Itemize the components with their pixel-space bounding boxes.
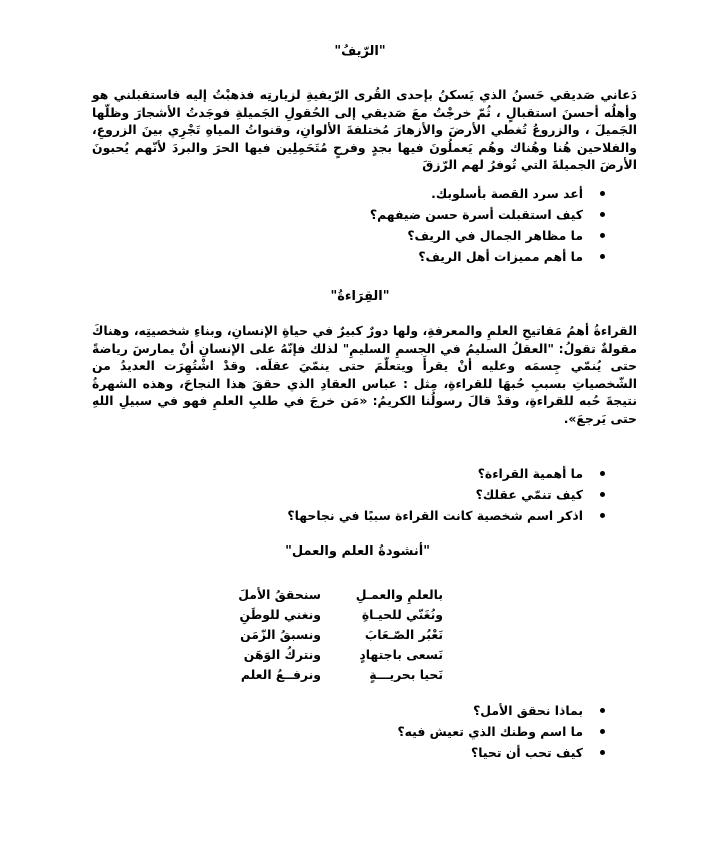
- poem-row: ونُغَنّي للحيـاةِ ونغني للوطَنِ: [239, 607, 443, 622]
- questions-anthem: [155, 700, 605, 763]
- bullet-icon: [600, 471, 605, 476]
- list-item: ما مظاهر الجمال في الريف؟: [155, 225, 605, 246]
- bullet-icon: [600, 212, 605, 217]
- bullet-icon: [600, 750, 605, 755]
- bullet-icon: [600, 233, 605, 238]
- list-item: بماذا نحقق الأمل؟: [155, 700, 605, 721]
- bullet-icon: [600, 708, 605, 713]
- poem-row: نَحيا بحريـــةٍ ونرفــعُ العلم: [240, 667, 443, 682]
- bullet-icon: [600, 254, 605, 259]
- questions-reading: [155, 463, 605, 526]
- list-item: أعد سرد القصة بأسلوبك.: [155, 183, 605, 204]
- list-item: اذكر اسم شخصية كانت القراءة سببًا في نجاحها؟: [155, 505, 605, 526]
- list-item: كيف تنمّي عقلك؟: [155, 484, 605, 505]
- anthem-poem: [223, 585, 443, 685]
- section-title-countryside: "الرّيفُ": [334, 44, 386, 59]
- poem-row: بالعلمِ والعمـلِ سنحققُ الأملَ: [238, 587, 443, 602]
- list-item: ما أهم مميزات أهل الريف؟: [155, 246, 605, 267]
- list-item: ما أهمية القراءة؟: [155, 463, 605, 484]
- list-item: ما اسم وطنك الذي تعيش فيه؟: [155, 721, 605, 742]
- paragraph-reading: القراءةُ أهمُ مَفاتيحِ العلمِ والمعرفةِ، ولها دورٌ كبيرٌ في حياةِ الإنسانِ، وبناءِ شخصيتِه، وهناكَ مقولةٌ تقولُ: "العقلُ السليمُ في الجسمِ السليمِ" لذلك فإنّهُ على الإنسانِ أنْ يمارسَ رياضةً حتى يُنمّي جِسمَه وعليه أنْ يقرأَ ويتعلّمَ حتى ينمّيَ عقلَه. وقدْ اشْتُهِرَت العديدُ من الشّخصياتِ بسببِ حُبهَا للقراءةِ، مِثل : عباس العقادِ الذي حققَ هذا النجاحَ، وهذه الشهرةُ نتيجةَ حُبه للقراءةِ، وقدْ قالَ رسولُنا الكريمُ: «مَن خرجَ في طلبِ العلمِ فهو في سبيلِ اللهِ حتى يَرجعَ».: [92, 323, 637, 426]
- list-item: كيف استقبلت أسرة حسن ضيفهم؟: [155, 204, 605, 225]
- questions-countryside: [155, 183, 605, 267]
- section-title-anthem: "أنشودةُ العلم والعمل": [285, 544, 430, 559]
- bullet-icon: [600, 513, 605, 518]
- bullet-icon: [600, 729, 605, 734]
- list-item: كيف تحب أن تحيا؟: [155, 742, 605, 763]
- poem-row: نَعْبُر الصّـعَابَ ونسبقُ الزّمَن: [240, 627, 443, 642]
- bullet-icon: [600, 492, 605, 497]
- poem-row: نَسعى باجتهادٍ ونتركُ الوَهَن: [243, 647, 443, 662]
- section-title-reading: "القِرَاءةُ": [330, 289, 390, 304]
- bullet-icon: [600, 191, 605, 196]
- paragraph-countryside: دَعاني صَديقي حَسنُ الذي يَسكنُ بإحدى القُرى الرّيفيةِ لزيارتِه فذهبْتُ إليه فاستقبلني هو وأهلُه أحسنَ استقبالٍ ، ثُمّ خرجْتُ معَ صَديقي إلى الحُقولِ الجَميلةِ فوجَدتُ الأشجارَ وظلّها الجَميلَ ، والزروعُ تُغطي الأرضَ والأزهارَ مُختلفةَ الألوانِ، وقنواتُ المياهِ تَجْرِي بينَ الزروعِ، والفلاحين هُنا وهُناك وهُم يَعملُونَ فيها بجدٍ وفرحٍ مُتَحَمِلِين فيها الحرَ والبردَ لأنّهم يُحبونَ الأرضَ الجميلةَ التي تُوفرُ لهم الرّزقَ: [92, 87, 637, 172]
